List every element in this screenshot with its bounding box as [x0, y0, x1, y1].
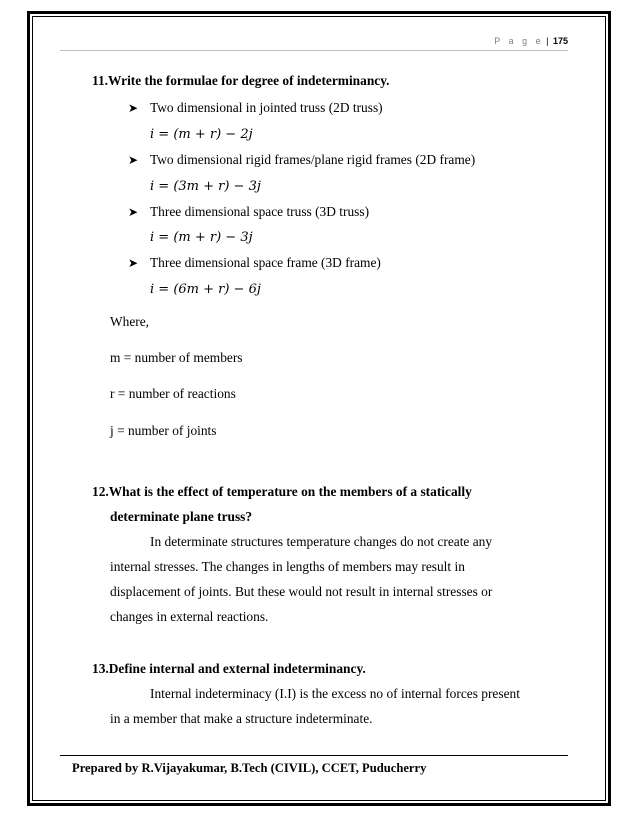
definition-j: j = number of joints — [110, 423, 217, 438]
where-label: Where, — [110, 314, 150, 329]
question-11: 11.Write the formulae for degree of indeterminancy. — [92, 73, 390, 88]
q12-answer-line-3: displacement of joints. But these would not result in internal stresses or — [110, 584, 493, 599]
q11-formula-3: i = (m + r) − 3j — [150, 230, 253, 245]
q11-formula-1: i = (m + r) − 2j — [150, 127, 253, 142]
page-separator: | — [546, 36, 549, 46]
header-rule — [60, 50, 568, 51]
q11-item-2: Two dimensional rigid frames/plane rigid frames (2D frame) — [150, 152, 476, 167]
page-number: 175 — [552, 36, 568, 46]
page-footer: Prepared by R.Vijayakumar, B.Tech (CIVIL), CCET, Puducherry — [72, 761, 427, 775]
q11-item-4: Three dimensional space frame (3D frame) — [150, 255, 381, 270]
q12-answer-line-1: In determinate structures temperature changes do not create any — [150, 534, 493, 549]
q11-item-1: Two dimensional in jointed truss (2D truss) — [150, 100, 383, 115]
arrow-bullet-icon: ➤ — [128, 256, 139, 270]
question-13: 13.Define internal and external indeterminancy. — [92, 661, 366, 676]
q13-answer-line-2: in a member that make a structure indeterminate. — [110, 711, 373, 726]
definition-r: r = number of reactions — [110, 386, 236, 401]
question-12-line-1: 12.What is the effect of temperature on the members of a statically — [92, 484, 472, 499]
definition-m: m = number of members — [110, 350, 243, 365]
question-12-line-2: determinate plane truss? — [110, 509, 253, 524]
q13-answer-line-1: Internal indeterminacy (I.I) is the excess no of internal forces present — [150, 686, 520, 701]
q12-answer-line-4: changes in external reactions. — [110, 609, 269, 624]
q12-answer-line-2: internal stresses. The changes in lengths of members may result in — [110, 559, 465, 574]
arrow-bullet-icon: ➤ — [128, 153, 139, 167]
arrow-bullet-icon: ➤ — [128, 101, 139, 115]
footer-rule — [60, 755, 568, 756]
page-header — [60, 36, 568, 46]
q11-formula-4: i = (6m + r) − 6j — [150, 282, 261, 297]
q11-item-3: Three dimensional space truss (3D truss) — [150, 204, 370, 219]
page-label: P a g e — [494, 36, 544, 46]
arrow-bullet-icon: ➤ — [128, 205, 139, 219]
page-border-inner — [32, 16, 606, 801]
q11-formula-2: i = (3m + r) − 3j — [150, 179, 261, 194]
